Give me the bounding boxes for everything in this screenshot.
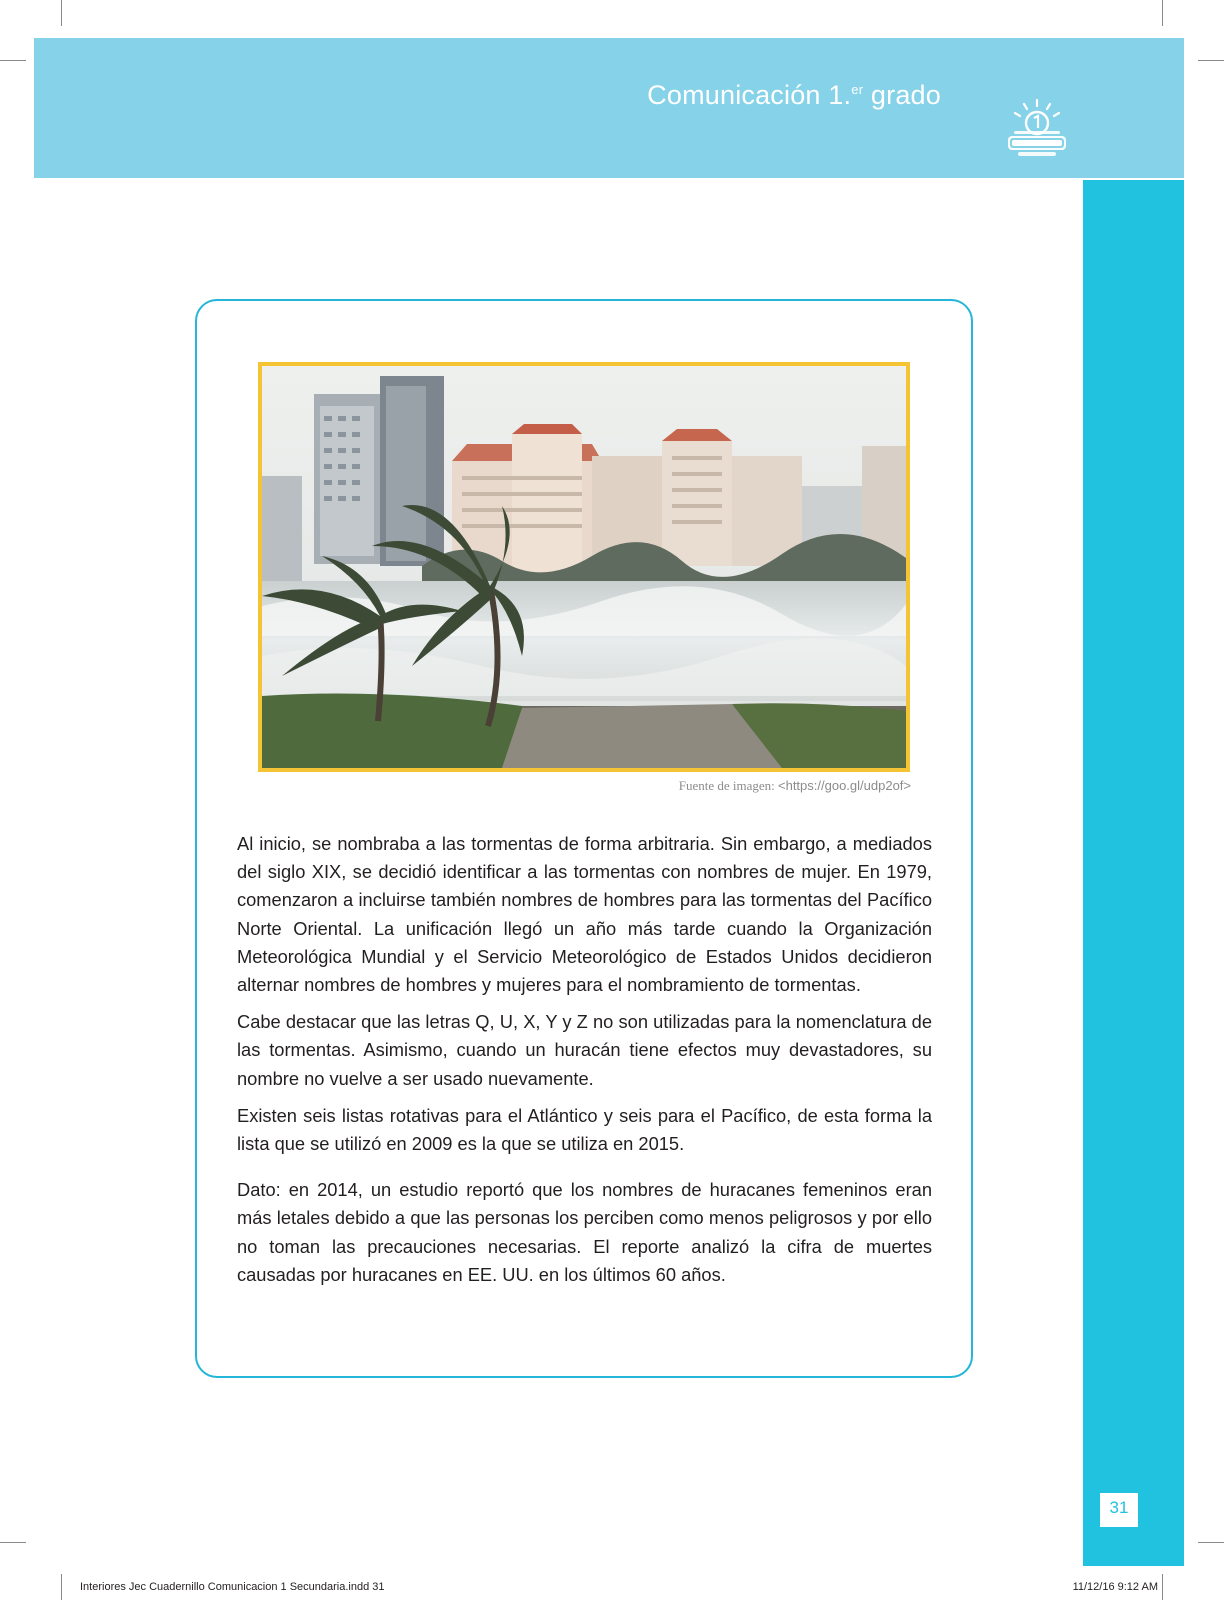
paragraph-3: Existen seis listas rotativas para el Atlántico y seis para el Pacífico, de esta forma la lista que se utilizó en 2009 es la que se utiliza en 2015. [237,1104,932,1155]
jornada-escolar-completa-logo-icon [996,96,1078,166]
caption-prefix: Fuente de imagen: [678,778,778,793]
page-number: 31 [1109,1498,1129,1517]
crop-mark [1198,1542,1224,1543]
paragraph-1: Al inicio, se nombraba a las tormentas de forma arbitraria. Sin embargo, a mediados del siglo XIX, se decidió identificar a las tormentas con nombres de mujer. En 1979, comenzaron a incluirse también nombres de hombres para las tormentas del Pacífico Norte Oriental. La unificación llegó un año más tarde cuando la Organización Meteorológica Mundial y el Servicio Meteorológico de Estados Unidos decidieron alternar nombres de hombres y mujeres para el nombramiento de tormentas. [237,833,932,996]
crop-mark [1162,1574,1163,1600]
crop-mark [1162,0,1163,26]
caption-url[interactable]: <https://goo.gl/udp2of> [778,778,911,793]
title-main: Comunicación 1. [647,80,852,110]
sidebar-strip [1083,180,1184,1566]
crop-mark [1198,60,1224,61]
footer-timestamp: 11/12/16 9:12 AM [1072,1581,1158,1593]
footer-file-info: Interiores Jec Cuadernillo Comunicacion 1 Secundaria.indd 31 [80,1581,385,1593]
title-tail: grado [863,80,941,110]
crop-mark [61,0,62,26]
crop-mark [61,1574,62,1600]
page-title [647,80,941,111]
body-text [237,830,932,1298]
crop-mark [0,1542,26,1543]
paragraph-2: Cabe destacar que las letras Q, U, X, Y y Z no son utilizadas para la nomenclatura de las tormentas. Asimismo, cuando un huracán tiene efectos muy devastadores, su nombre no vuelve a ser usado nuevamente. [237,1011,932,1089]
paragraph-dato: Dato: en 2014, un estudio reportó que los nombres de huracanes femeninos eran más letales debido a que las personas los perciben como menos peligrosos y por ello no toman las precauciones necesarias. El reporte analizó la cifra de muertes causadas por huracanes en EE. UU. en los últimos 60 años. [237,1179,932,1285]
image-source-caption [679,778,911,794]
title-superscript: er [851,82,864,97]
hurricane-photo [258,362,910,772]
crop-mark [0,60,26,61]
